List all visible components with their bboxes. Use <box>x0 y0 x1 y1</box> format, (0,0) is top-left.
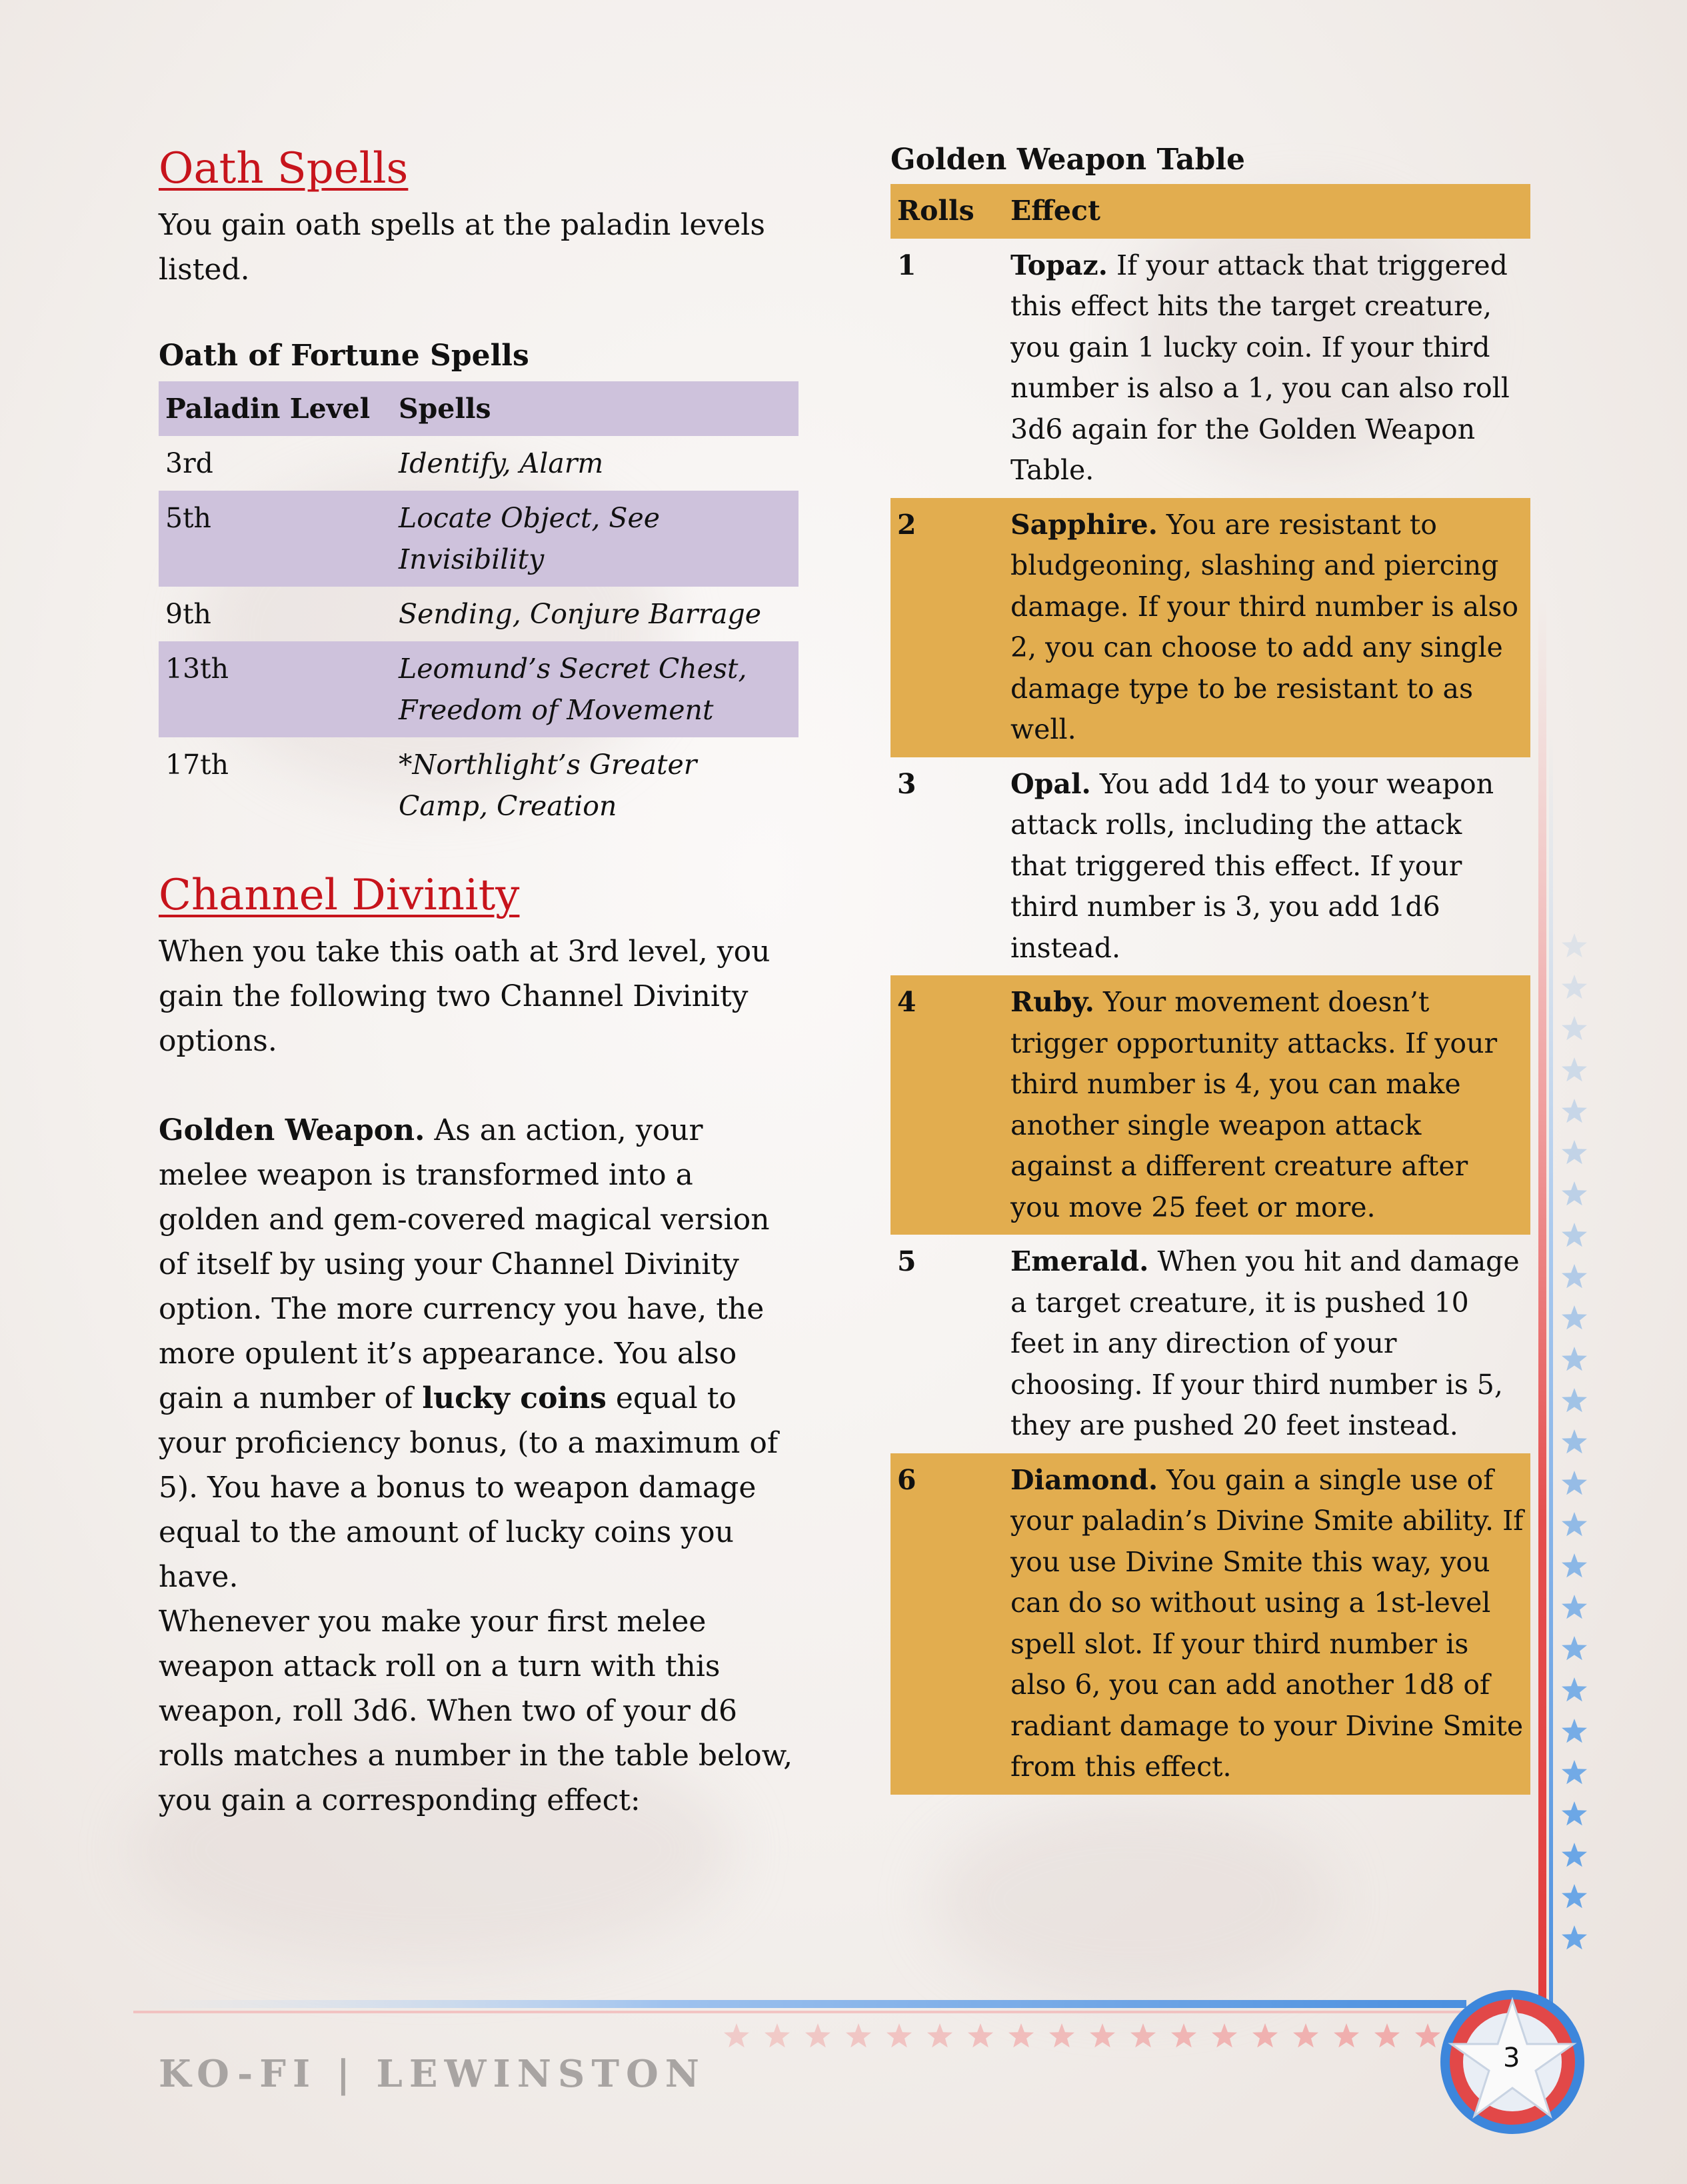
star-icon <box>1049 2023 1074 2047</box>
table-row <box>159 737 799 833</box>
star-icon <box>927 2023 952 2047</box>
golden-weapon-name: Golden Weapon. <box>159 1113 425 1147</box>
star-icon <box>1562 1388 1587 1412</box>
effect-cell <box>1004 1453 1530 1795</box>
oath-spells-intro: You gain oath spells at the paladin levels listed. <box>159 208 765 287</box>
golden-weapon-table-title: Golden Weapon Table <box>890 143 1245 177</box>
right-column <box>890 140 1530 1795</box>
star-icon <box>1562 1181 1587 1205</box>
star-icon <box>1562 1925 1587 1949</box>
table-row <box>159 491 799 587</box>
effect-cell <box>1004 757 1530 976</box>
star-icon <box>1562 1223 1587 1247</box>
effect-name: Topaz. <box>1010 249 1108 281</box>
left-column <box>159 140 799 1823</box>
effect-cell <box>1004 239 1530 498</box>
star-icon <box>1562 1140 1587 1164</box>
star-icon <box>1562 1347 1587 1371</box>
spell-names: *Northlight’s Greater Camp, Creation <box>399 749 697 822</box>
star-icon <box>1334 2023 1359 2047</box>
star-icon <box>1562 1595 1587 1619</box>
effect-text: You gain a single use of your paladin’s Divine Smite ability. If you use Divine Smite this way, you can do so without using a 1st-level spell slot. If your third number is also 6, you can add another 1d8 of radiant damage to your Divine Smite from this effect. <box>1010 1463 1524 1783</box>
effect-name: Ruby. <box>1010 986 1094 1018</box>
star-icon <box>968 2023 993 2047</box>
effect-name: Emerald. <box>1010 1245 1149 1277</box>
golden-weapon-description <box>159 1108 799 1599</box>
star-icon <box>1562 1884 1587 1908</box>
star-icon <box>1562 1099 1587 1123</box>
star-icon <box>1212 2023 1237 2047</box>
star-icon <box>724 2023 749 2047</box>
header-spells: Spells <box>392 381 799 436</box>
spell-level: 3rd <box>165 447 213 479</box>
effect-text: When you hit and damage a target creature, it is pushed 10 feet in any direction of your choosing. If your third number is 5, they are pushed 20 feet instead. <box>1010 1245 1520 1441</box>
table-row <box>890 975 1530 1235</box>
table-row <box>890 757 1530 976</box>
right-border-decoration <box>1533 0 1606 2033</box>
effect-cell <box>1004 1235 1530 1453</box>
spell-names: Locate Object, See Invisibility <box>392 491 799 587</box>
star-icon <box>1562 1553 1587 1577</box>
spell-level: 17th <box>165 749 229 781</box>
star-icon <box>1562 1719 1587 1743</box>
golden-weapon-table <box>890 184 1530 1795</box>
star-icon <box>1562 1677 1587 1701</box>
star-icon <box>765 2023 790 2047</box>
footer-credit: KO-FI | LEWINSTON <box>159 2052 706 2096</box>
star-icon <box>805 2023 831 2047</box>
star-icon <box>1562 1801 1587 1825</box>
effect-name: Opal. <box>1010 767 1091 800</box>
oath-fortune-spells-title: Oath of Fortune Spells <box>159 339 529 373</box>
star-icon <box>1562 1264 1587 1288</box>
star-icon <box>1252 2023 1278 2047</box>
header-effect: Effect <box>1004 184 1530 239</box>
star-icon <box>1562 1760 1587 1784</box>
star-icon <box>1293 2023 1318 2047</box>
channel-divinity-intro: When you take this oath at 3rd level, you gain the following two Channel Divinity options. <box>159 935 771 1058</box>
effect-text: You add 1d4 to your weapon attack rolls, including the attack that triggered this effect. If your third number is 3, you add 1d6 instead. <box>1010 767 1494 964</box>
spell-level: 5th <box>159 491 392 587</box>
effect-text: Your movement doesn’t trigger opportunity attacks. If your third number is 4, you can make another single weapon attack against a different creature after you move 25 feet or more. <box>1010 986 1498 1223</box>
table-row <box>890 498 1530 757</box>
star-icon <box>1415 2023 1440 2047</box>
spell-level: 13th <box>159 641 392 737</box>
spell-names: Identify, Alarm <box>399 447 604 479</box>
roll-number: 5 <box>897 1245 916 1277</box>
golden-weapon-text-1: As an action, your melee weapon is transformed into a golden and gem-covered magical version of itself by using your Channel Divinity option. The more currency you have, the more opulent it’s appearance. You also gain a number of <box>159 1113 770 1415</box>
star-icon <box>846 2023 871 2047</box>
effect-text: If your attack that triggered this effect hits the target creature, you gain 1 lucky coin. If your third number is also a 1, you can also roll 3d6 again for the Golden Weapon Table. <box>1010 249 1510 486</box>
effect-name: Diamond. <box>1010 1463 1158 1496</box>
star-icon <box>1171 2023 1196 2047</box>
table-row <box>890 1235 1530 1453</box>
star-icon <box>1008 2023 1034 2047</box>
roll-number: 2 <box>890 498 1004 757</box>
effect-name: Sapphire. <box>1010 508 1158 541</box>
table-header-row <box>159 381 799 436</box>
oath-spells-heading: Oath Spells <box>159 144 409 193</box>
star-icon <box>1562 933 1587 957</box>
lucky-coins-term: lucky coins <box>422 1381 607 1415</box>
star-icon <box>886 2023 912 2047</box>
golden-weapon-roll-rules: Whenever you make your first melee weapon attack roll on a turn with this weapon, roll 3d6. When two of your d6 rolls matches a number in the table below, you gain a corresponding effect: <box>159 1605 793 1817</box>
spell-names: Leomund’s Secret Chest, Freedom of Movement <box>392 641 799 737</box>
star-icon <box>1562 1016 1587 1040</box>
golden-weapon-text-2: equal to your proficiency bonus, (to a maximum of 5). You have a bonus to weapon damage equal to the amount of lucky coins you have. <box>159 1381 779 1594</box>
star-icon <box>1562 1636 1587 1660</box>
star-icon <box>1374 2023 1400 2047</box>
star-icon <box>1562 1471 1587 1495</box>
header-rolls: Rolls <box>890 184 1004 239</box>
page-number: 3 <box>1503 2043 1520 2073</box>
roll-number: 3 <box>897 767 916 800</box>
roll-number: 1 <box>897 249 916 281</box>
spell-level: 9th <box>165 598 211 630</box>
star-icon <box>1562 1305 1587 1329</box>
star-icon <box>1562 1512 1587 1536</box>
table-row <box>890 239 1530 498</box>
table-row <box>159 436 799 491</box>
channel-divinity-heading: Channel Divinity <box>159 871 520 920</box>
star-icon <box>1130 2023 1156 2047</box>
table-row <box>159 641 799 737</box>
table-row <box>159 587 799 641</box>
spell-names: Sending, Conjure Barrage <box>399 598 762 630</box>
effect-cell <box>1004 498 1530 757</box>
star-icon <box>1562 975 1587 999</box>
star-icon <box>1562 1843 1587 1867</box>
star-icon <box>1562 1057 1587 1081</box>
roll-number: 4 <box>890 975 1004 1235</box>
star-icon <box>1562 1429 1587 1453</box>
table-row <box>890 1453 1530 1795</box>
roll-number: 6 <box>890 1453 1004 1795</box>
oath-spells-table <box>159 381 799 833</box>
effect-text: You are resistant to bludgeoning, slashing and piercing damage. If your third number is also 2, you can choose to add any single damage type to be resistant to as well. <box>1010 508 1519 745</box>
table-header-row <box>890 184 1530 239</box>
star-icon <box>1090 2023 1115 2047</box>
header-paladin-level: Paladin Level <box>159 381 392 436</box>
effect-cell <box>1004 975 1530 1235</box>
